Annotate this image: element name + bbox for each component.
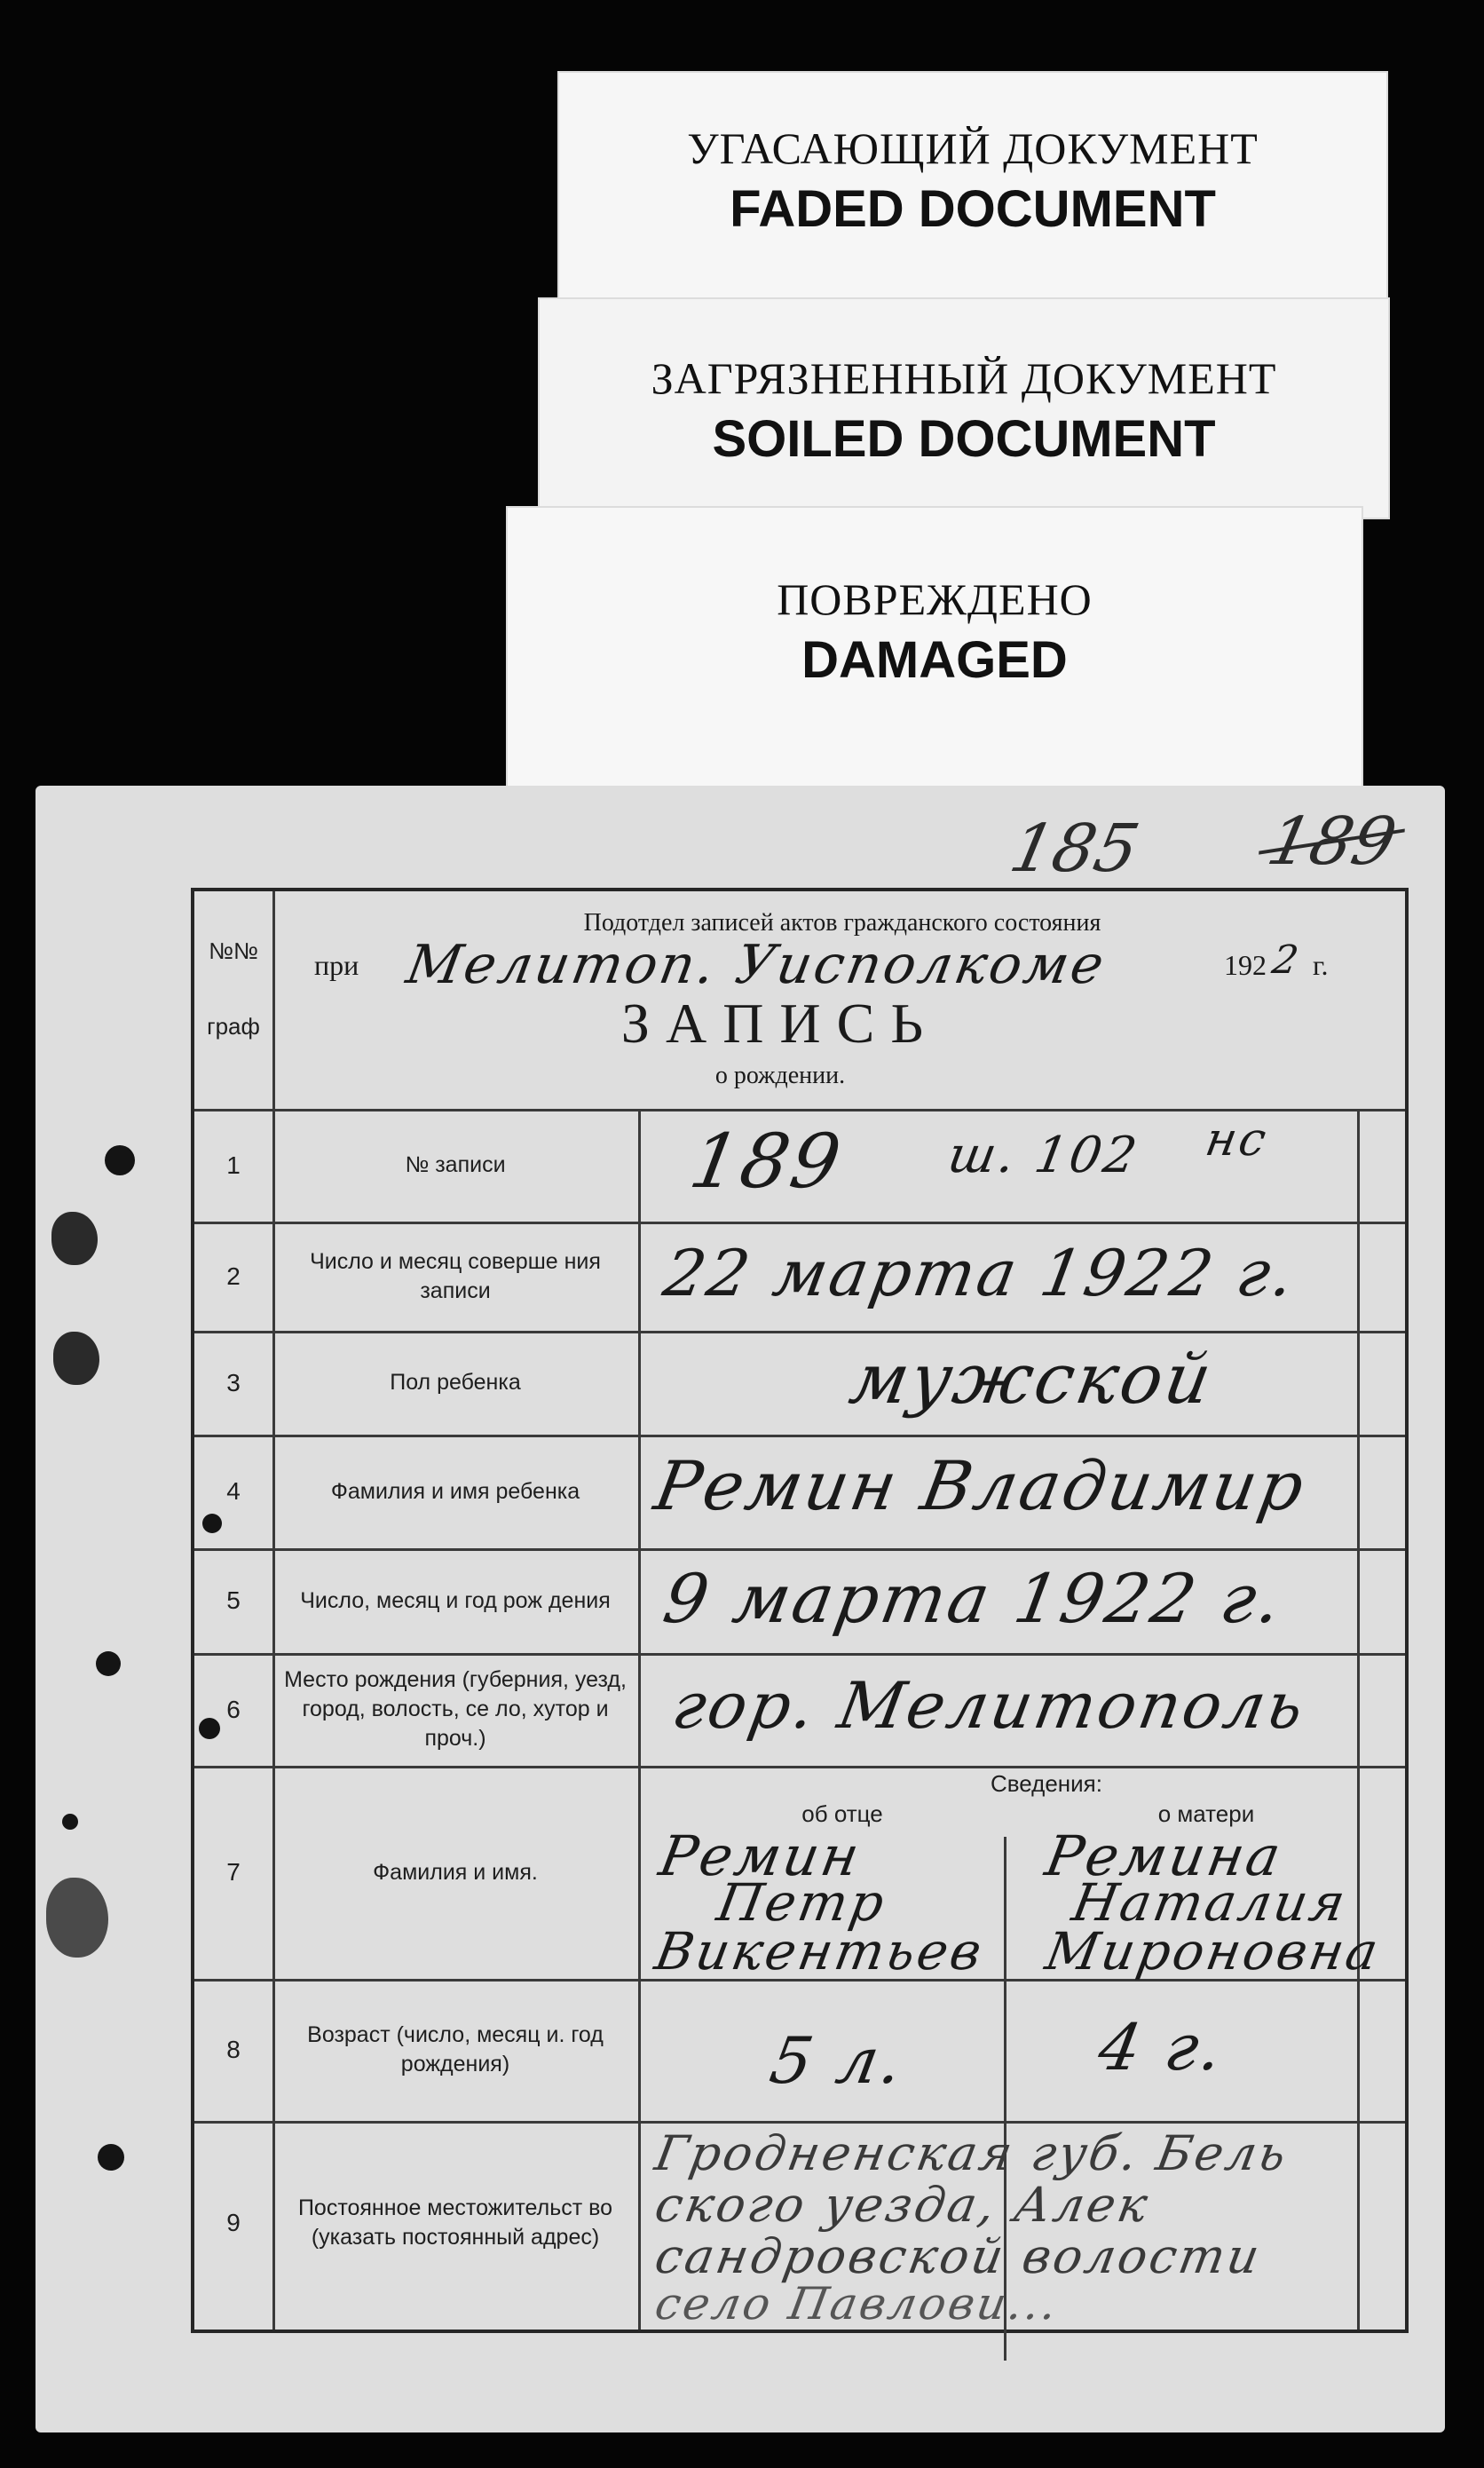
notice-damaged (506, 506, 1363, 788)
row-label: Пол ребенка (390, 1370, 521, 1395)
notice-faded-ru: УГАСАЮЩИЙ ДОКУМЕНТ (687, 123, 1259, 173)
row-label: № записи (405, 1152, 506, 1177)
notice-faded-document (557, 71, 1388, 306)
header-col-graf: граф (207, 1013, 260, 1040)
row-label: Постоянное местожительст во (указать постоянный адрес) (297, 2195, 613, 2250)
address-line-hw: ского уезда, Алек (651, 2177, 1155, 2233)
punch-hole (96, 1651, 121, 1676)
notice-damaged-en: DAMAGED (801, 631, 1068, 689)
child-sex-hw: мужской (844, 1340, 1220, 1420)
father-name-hw: Петр (713, 1872, 892, 1933)
row-label: Место рождения (губерния, уезд, город, волость, се ло, хутор и проч.) (284, 1667, 627, 1751)
mother-column-label: о матери (1157, 1800, 1255, 1827)
archive-number-crossed: 189 (1260, 803, 1403, 880)
year-hw: 2 (1268, 937, 1305, 983)
mother-surname-hw: Ремина (1040, 1823, 1288, 1888)
father-patronymic-hw: Викентьев (651, 1921, 989, 1982)
damage-spot (51, 1212, 98, 1265)
row-number: 7 (226, 1858, 241, 1886)
address-line-hw: Гродненская губ. Бель (651, 2125, 1293, 2181)
punch-hole (62, 1814, 78, 1830)
damage-spot (53, 1332, 99, 1385)
mother-name-hw: Наталия (1068, 1872, 1353, 1933)
row-number: 4 (226, 1477, 241, 1505)
row-number: 2 (226, 1262, 241, 1290)
document-title: ЗАПИСЬ (620, 992, 940, 1055)
year-print: 192 (1224, 949, 1267, 981)
record-number-hw: 189 (683, 1118, 849, 1205)
record-mark-hw: нс (1201, 1113, 1273, 1167)
father-surname-hw: Ремин (654, 1823, 867, 1888)
registry-office-hw: Мелитоп. Уисполкоме (401, 934, 1111, 996)
document-subtitle: о рождении. (714, 1062, 846, 1089)
archive-number: 185 (1003, 811, 1146, 887)
row-number: 9 (226, 2209, 241, 2236)
notice-faded-en: FADED DOCUMENT (730, 180, 1216, 238)
address-line-hw: сандровской волости (651, 2228, 1267, 2284)
birth-date-hw: 9 марта 1922 г. (658, 1559, 1291, 1638)
notice-soiled-ru: ЗАГРЯЗНЕННЫЙ ДОКУМЕНТ (651, 353, 1277, 403)
punch-hole (105, 1145, 135, 1175)
mother-patronymic-hw: Мироновна (1041, 1921, 1385, 1982)
notice-soiled-en: SOILED DOCUMENT (712, 410, 1216, 468)
father-age-hw: 5 л. (764, 2023, 911, 2098)
header-col-number: №№ (209, 937, 258, 964)
row-label: Фамилия и имя. (373, 1859, 538, 1885)
birth-record-page (36, 786, 1445, 2432)
record-table (191, 888, 1409, 2333)
year-suffix: г. (1313, 949, 1329, 981)
row-label: Число, месяц и год рож дения (300, 1587, 611, 1613)
row-number: 1 (226, 1151, 241, 1179)
row-label: Возраст (число, месяц и. год рождения) (307, 2022, 604, 2076)
row-number: 6 (226, 1695, 241, 1723)
damage-spot (46, 1878, 108, 1958)
row-number: 5 (226, 1586, 241, 1614)
row-label: Число и месяц соверше ния записи (310, 1248, 601, 1303)
row-label: Фамилия и имя ребенка (330, 1478, 580, 1504)
punch-hole (98, 2144, 124, 2171)
mother-age-hw: 4 г. (1093, 2010, 1231, 2084)
address-line-hw: село Павлови... (651, 2278, 1063, 2330)
info-label: Сведения: (990, 1770, 1102, 1797)
row-number: 3 (226, 1368, 241, 1396)
record-note-hw: ш. 102 (943, 1127, 1144, 1184)
birth-place-hw: гор. Мелитополь (667, 1668, 1312, 1743)
row-number: 8 (226, 2036, 241, 2063)
father-column-label: об отце (801, 1800, 883, 1827)
notice-damaged-ru: ПОВРЕЖДЕНО (777, 574, 1093, 624)
department-title: Подотдел записей актов гражданского состояния (583, 909, 1101, 937)
notice-soiled-document (538, 297, 1390, 519)
at-label: при (314, 949, 359, 981)
registration-date-hw: 22 марта 1922 г. (658, 1236, 1303, 1310)
child-name-hw: Ремин Владимир (649, 1446, 1313, 1525)
